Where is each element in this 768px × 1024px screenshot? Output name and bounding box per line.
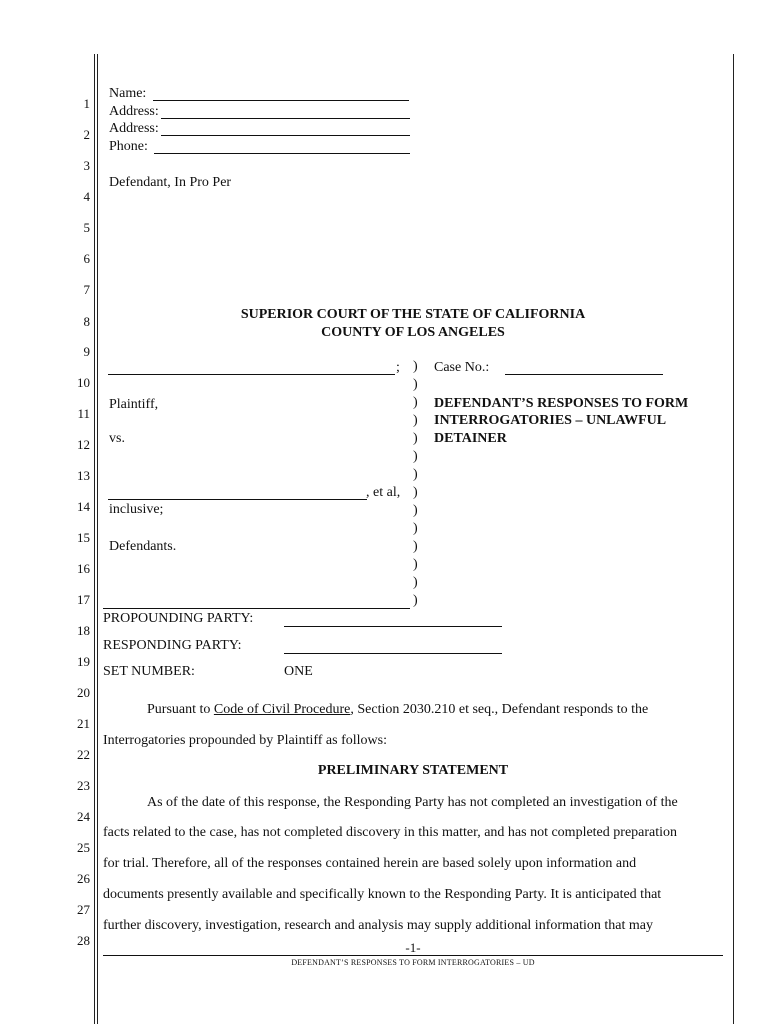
inclusive-label: inclusive; — [109, 502, 164, 517]
intro-text-after-link: , Section 2030.210 et seq., Defendant responds to the — [350, 702, 649, 717]
line-number: 27 — [77, 902, 90, 917]
paragraph-line3: for trial. Therefore, all of the responses contained herein are based solely upon information and — [103, 856, 637, 871]
line-number: 14 — [77, 499, 90, 514]
line-number: 19 — [77, 654, 90, 669]
caption-paren: ) — [413, 467, 418, 482]
line-number: 4 — [83, 189, 90, 204]
line-number: 13 — [77, 468, 90, 483]
court-name: SUPERIOR COURT OF THE STATE OF CALIFORNIA — [240, 307, 586, 322]
line-number: 11 — [77, 406, 90, 421]
line-number: 21 — [77, 716, 90, 731]
caption-paren: ) — [413, 521, 418, 536]
line-number: 2 — [83, 127, 90, 142]
et-al-label: , et al, — [366, 485, 401, 500]
caption-paren: ) — [413, 431, 418, 446]
name-label: Name: — [109, 86, 147, 101]
section-heading: PRELIMINARY STATEMENT — [317, 763, 509, 778]
line-number: 17 — [77, 592, 90, 607]
line-number: 24 — [77, 809, 90, 824]
address1-label: Address: — [109, 104, 159, 119]
right-margin-rule — [733, 54, 734, 1024]
line-number: 8 — [83, 314, 90, 329]
set-number-value: ONE — [284, 664, 313, 679]
line-number: 6 — [83, 251, 90, 266]
responding-party-field[interactable] — [284, 653, 502, 654]
caption-paren: ) — [413, 593, 418, 608]
doc-title-line1: DEFENDANT’S RESPONSES TO FORM — [434, 396, 689, 411]
address2-field[interactable] — [161, 135, 410, 136]
footer-rule — [103, 955, 723, 956]
case-no-label: Case No.: — [434, 360, 490, 375]
left-margin-rule-outer — [94, 54, 95, 1024]
paragraph-line4: documents presently available and specifically known to the Responding Party. It is anticipated that — [103, 887, 662, 902]
case-no-field[interactable] — [505, 374, 663, 375]
address1-field[interactable] — [161, 118, 410, 119]
name-field[interactable] — [153, 100, 409, 101]
caption-paren: ) — [413, 377, 418, 392]
plaintiff-label: Plaintiff, — [109, 397, 159, 412]
plaintiff-name-field[interactable] — [108, 374, 395, 375]
phone-field[interactable] — [154, 153, 410, 154]
paragraph-line1: As of the date of this response, the Responding Party has not completed an investigation of the — [147, 795, 678, 810]
propounding-party-field[interactable] — [284, 626, 502, 627]
phone-label: Phone: — [109, 139, 148, 154]
party-status: Defendant, In Pro Per — [109, 175, 232, 190]
intro-text-before-link: Pursuant to — [147, 702, 214, 717]
caption-paren: ) — [413, 395, 418, 410]
caption-paren: ) — [413, 359, 418, 374]
defendant-name-field[interactable] — [108, 499, 367, 500]
line-number: 10 — [77, 375, 90, 390]
code-of-civil-procedure-reference: Code of Civil Procedure — [213, 702, 351, 717]
caption-paren: ) — [413, 557, 418, 572]
line-number: 22 — [77, 747, 90, 762]
intro-line2: Interrogatories propounded by Plaintiff as follows: — [103, 733, 387, 748]
line-number: 12 — [77, 437, 90, 452]
vs-label: vs. — [109, 431, 125, 446]
paragraph-line2: facts related to the case, has not completed discovery in this matter, and has not completed preparation — [103, 825, 678, 840]
caption-paren: ) — [413, 485, 418, 500]
intro-line1 — [103, 702, 723, 718]
caption-paren: ) — [413, 575, 418, 590]
line-number: 18 — [77, 623, 90, 638]
line-number: 3 — [83, 158, 90, 173]
caption-bottom-rule — [103, 608, 410, 609]
line-number: 1 — [83, 96, 90, 111]
caption-paren: ) — [413, 413, 418, 428]
line-number: 28 — [77, 933, 90, 948]
line-number: 7 — [83, 282, 90, 297]
line-number: 20 — [77, 685, 90, 700]
caption-paren: ) — [413, 539, 418, 554]
address2-label: Address: — [109, 121, 159, 136]
court-county: COUNTY OF LOS ANGELES — [321, 325, 505, 340]
set-number-label: SET NUMBER: — [103, 664, 195, 679]
page-number: -1- — [405, 940, 421, 955]
line-number: 9 — [83, 344, 90, 359]
propounding-party-label: PROPOUNDING PARTY: — [103, 611, 254, 626]
line-number: 5 — [83, 220, 90, 235]
defendants-label: Defendants. — [109, 539, 177, 554]
paragraph-line5: further discovery, investigation, research and analysis may supply additional information that may — [103, 918, 653, 933]
line-number: 16 — [77, 561, 90, 576]
line-number: 15 — [77, 530, 90, 545]
line-number: 25 — [77, 840, 90, 855]
caption-paren: ) — [413, 449, 418, 464]
line-number: 23 — [77, 778, 90, 793]
responding-party-label: RESPONDING PARTY: — [103, 638, 242, 653]
doc-title-line3: DETAINER — [434, 431, 507, 446]
footer-running-title: DEFENDANT’S RESPONSES TO FORM INTERROGATORIES – UD — [291, 958, 535, 967]
caption-paren: ) — [413, 503, 418, 518]
plaintiff-semicolon: ; — [396, 360, 400, 375]
left-margin-rule-inner — [97, 54, 98, 1024]
doc-title-line2: INTERROGATORIES – UNLAWFUL — [434, 413, 667, 428]
line-number: 26 — [77, 871, 90, 886]
